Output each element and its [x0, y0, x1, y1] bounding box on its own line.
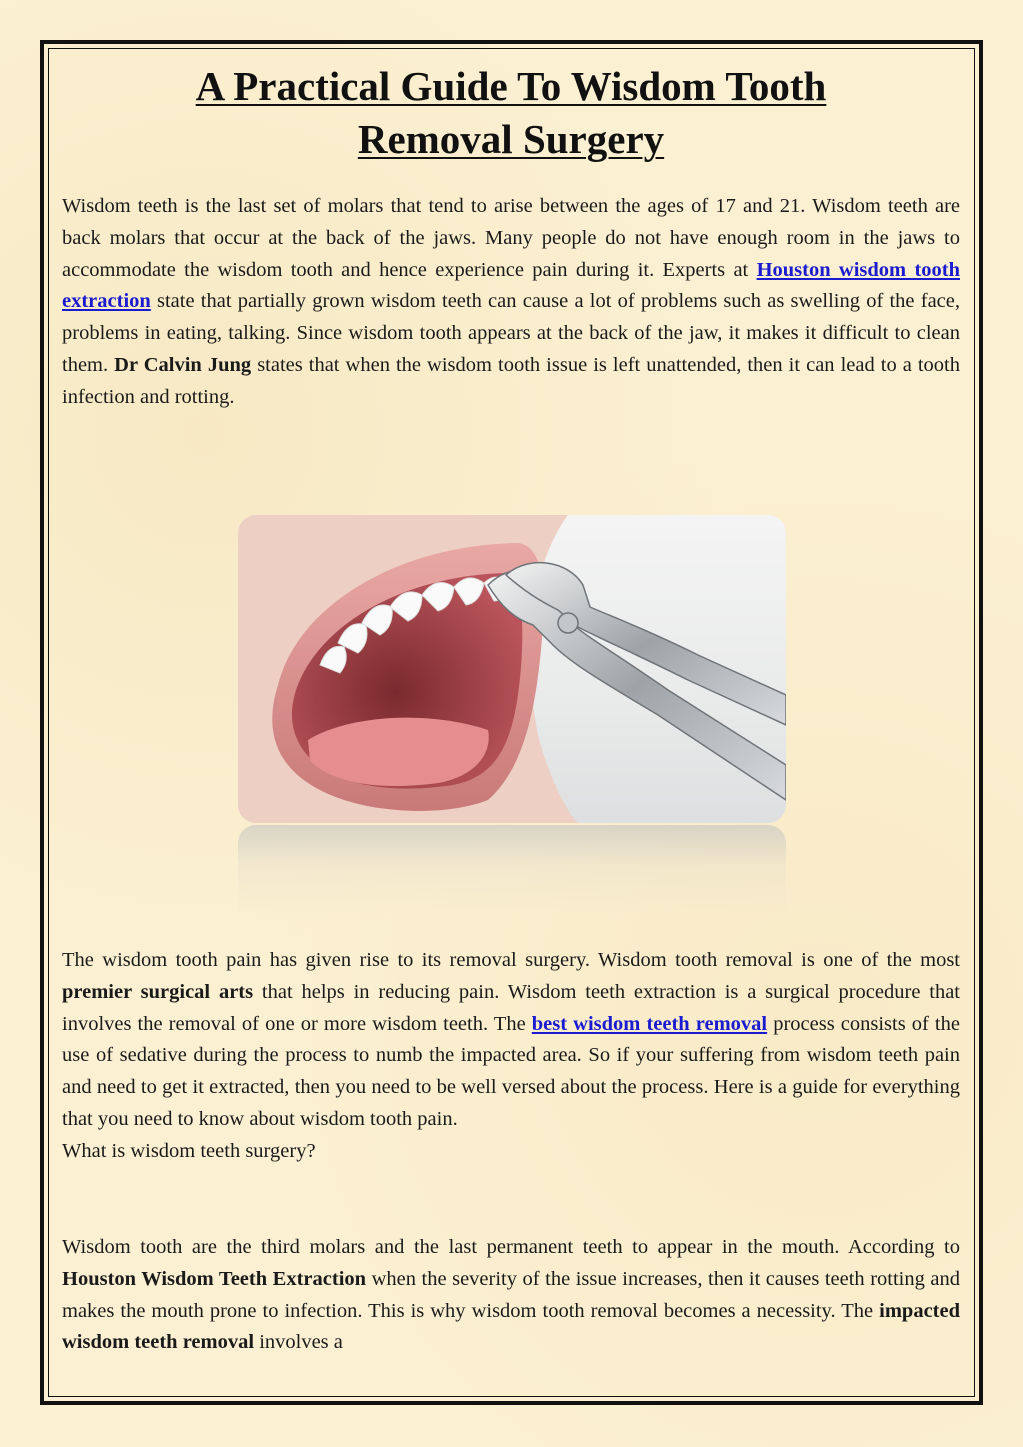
intro-paragraph — [62, 191, 960, 414]
third-molars-paragraph — [62, 1232, 960, 1359]
document-content — [62, 60, 960, 414]
page-title — [62, 60, 960, 166]
premier-surgical-arts-bold: premier surgical arts — [62, 980, 254, 1003]
surgery-text-3: process consists of the use of sedative during the process to numb the impacted area. So if your suffering from wisdom teeth pain and need to get it extracted, then you need to be well versed about the process. Here is a guide for everything that you need to know about wisdom tooth pain. — [62, 1012, 960, 1130]
intro-text-2: state that partially grown wisdom teeth can cause a lot of problems such as swelling of the face, problems in eating, talking. Since wisdom tooth appears at the back of the jaw, it makes it difficult to clean them. — [62, 290, 960, 376]
title-line-2: Removal Surgery — [357, 116, 665, 162]
tooth-extraction-illustration — [238, 515, 786, 823]
intro-text-1: Wisdom teeth is the last set of molars that tend to arise between the ages of 17 and 21. Wisdom teeth are back molars that occur at the back of the jaws. Many people do not have enough room in the jaws to accommodate the wisdom tooth and hence experience pain during it. Experts at — [62, 195, 960, 281]
tooth-extraction-photo — [238, 515, 786, 823]
title-line-1: A Practical Guide To Wisdom Tooth — [195, 63, 827, 109]
dr-calvin-jung-bold: Dr Calvin Jung — [114, 353, 252, 376]
molars-text-2: when the severity of the issue increases, then it causes teeth rotting and makes the mouth prone to infection. This is why wisdom tooth removal becomes a necessity. The — [62, 1267, 961, 1322]
impacted-wisdom-teeth-removal-bold: impacted wisdom teeth removal — [62, 1299, 960, 1354]
houston-wisdom-tooth-extraction-link[interactable]: Houston wisdom tooth extraction — [62, 258, 960, 313]
molars-text-1: Wisdom tooth are the third molars and the last permanent teeth to appear in the mouth. According to — [62, 1236, 960, 1258]
best-wisdom-teeth-removal-link[interactable]: best wisdom teeth removal — [531, 1012, 768, 1035]
photo-reflection — [238, 825, 786, 915]
intro-text-3: states that when the wisdom tooth issue is left unattended, then it can lead to a tooth infection and rotting. — [62, 353, 960, 408]
section-question-heading: What is wisdom teeth surgery? — [62, 1139, 316, 1162]
surgery-text-1: The wisdom tooth pain has given rise to its removal surgery. Wisdom tooth removal is one of the most — [62, 949, 960, 971]
molars-text-3: involves a — [254, 1331, 343, 1354]
houston-wisdom-teeth-extraction-bold: Houston Wisdom Teeth Extraction — [62, 1267, 367, 1290]
removal-surgery-paragraph — [62, 945, 960, 1168]
surgery-text-2: that helps in reducing pain. Wisdom teeth extraction is a surgical procedure that involves the removal of one or more wisdom teeth. The — [62, 980, 960, 1035]
